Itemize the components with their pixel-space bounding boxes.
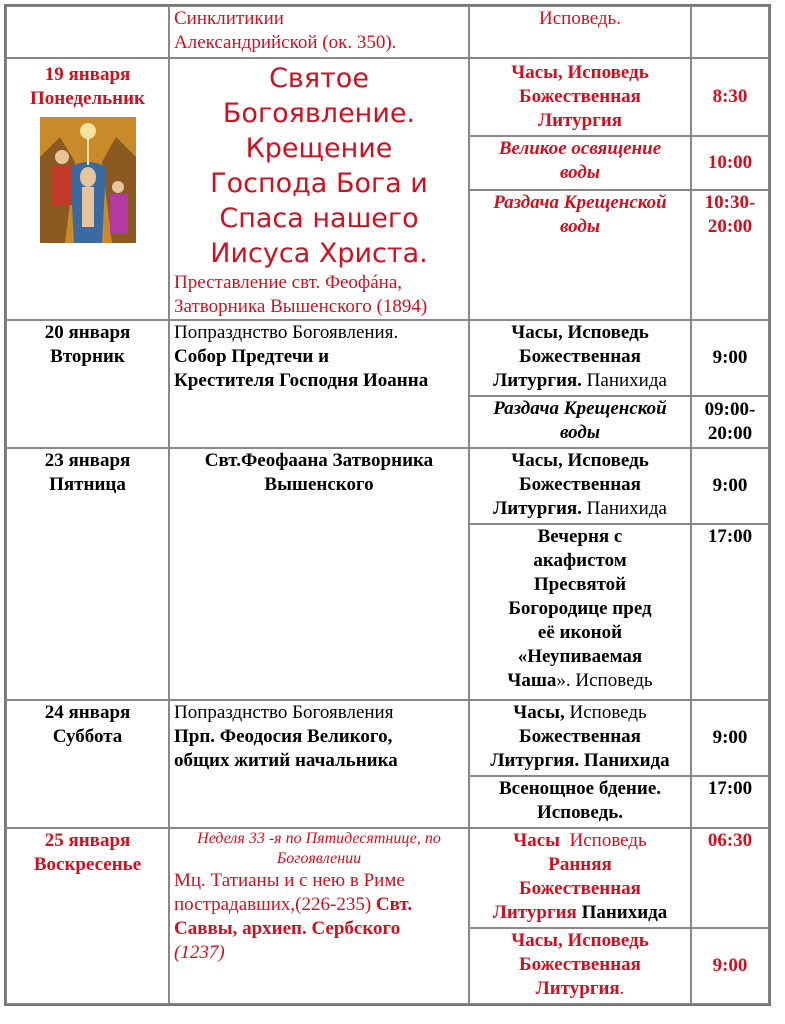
table-row (6, 448, 769, 524)
date-cell: 25 января Воскресенье (6, 828, 169, 1004)
time-cell: 10:00 (691, 136, 769, 190)
time-cell: 9:00 (691, 700, 769, 776)
date-cell: 20 января Вторник (6, 320, 169, 448)
feast-title: Святое Богоявление. Крещение Господа Бога и Спаса нашего Иисуса Христа. (210, 63, 428, 269)
saint-cell: Попразднство Богоявления. Собор Предтечи и Крестителя Господня Иоанна (169, 320, 469, 448)
time-cell: 9:00 (691, 448, 769, 524)
date-cell (6, 58, 169, 320)
time-cell: 9:00 (691, 320, 769, 396)
service-cell: Часы, Исповедь Божественная Литургия. Панихида (469, 448, 691, 524)
saint-cell: Свт.Феофаана Затворника Вышенского (169, 448, 469, 700)
service-cell: Раздача Крещенской воды (469, 190, 691, 320)
saint-cell: Попразднство Богоявления Прп. Феодосия Великого, общих житий начальника (169, 700, 469, 828)
table-row (6, 320, 769, 396)
time-cell: 17:00 (691, 524, 769, 700)
date-cell (6, 6, 169, 58)
time-cell: 10:30- 20:00 (691, 190, 769, 320)
time-cell: 8:30 (691, 58, 769, 136)
service-cell: Раздача Крещенской воды (469, 396, 691, 448)
time-cell: 17:00 (691, 776, 769, 828)
service-cell: Часы, Исповедь Божественная Литургия. (469, 928, 691, 1004)
feast-note: Преставление свт. Феофáна, Затворника Вышенского (1894) (174, 272, 428, 317)
time-cell: 06:30 (691, 828, 769, 928)
service-cell: Часы, Исповедь Божественная Литургия. Панихида (469, 700, 691, 776)
date: 19 января (44, 64, 131, 85)
service-cell: Великое освящение воды (469, 136, 691, 190)
service-cell: Часы, Исповедь Божественная Литургия. Панихида (469, 320, 691, 396)
feast-cell (169, 58, 469, 320)
table-row (6, 828, 769, 928)
service-cell: Часы, Исповедь Божественная Литургия (469, 58, 691, 136)
time-cell: 9:00 (691, 928, 769, 1004)
table-row (6, 700, 769, 776)
service-cell: Часы Исповедь Ранняя Божественная Литургия Панихида (469, 828, 691, 928)
time-cell (691, 6, 769, 58)
date-cell: 24 января Суббота (6, 700, 169, 828)
schedule-table (4, 4, 771, 1006)
saint-cell: Синклитикии Александрийской (ок. 350). (169, 6, 469, 58)
weekday: Понедельник (29, 88, 145, 109)
service-cell: Вечерня с акафистом Пресвятой Богородице пред её иконой «Неупиваемая Чаша». Исповедь (469, 524, 691, 700)
date-cell: 23 января Пятница (6, 448, 169, 700)
service-cell: Всенощное бдение. Исповедь. (469, 776, 691, 828)
theophany-icon (40, 117, 136, 243)
time-cell: 09:00- 20:00 (691, 396, 769, 448)
table-row (6, 58, 769, 136)
service-cell: Исповедь. (469, 6, 691, 58)
table-row (6, 6, 769, 58)
saint-cell: Неделя 33 -я по Пятидесятнице, по Богоявлении Мц. Татианы и с нею в Риме пострадавших,(226-235) Свт. Саввы, архиеп. Сербского (1237) (169, 828, 469, 1004)
